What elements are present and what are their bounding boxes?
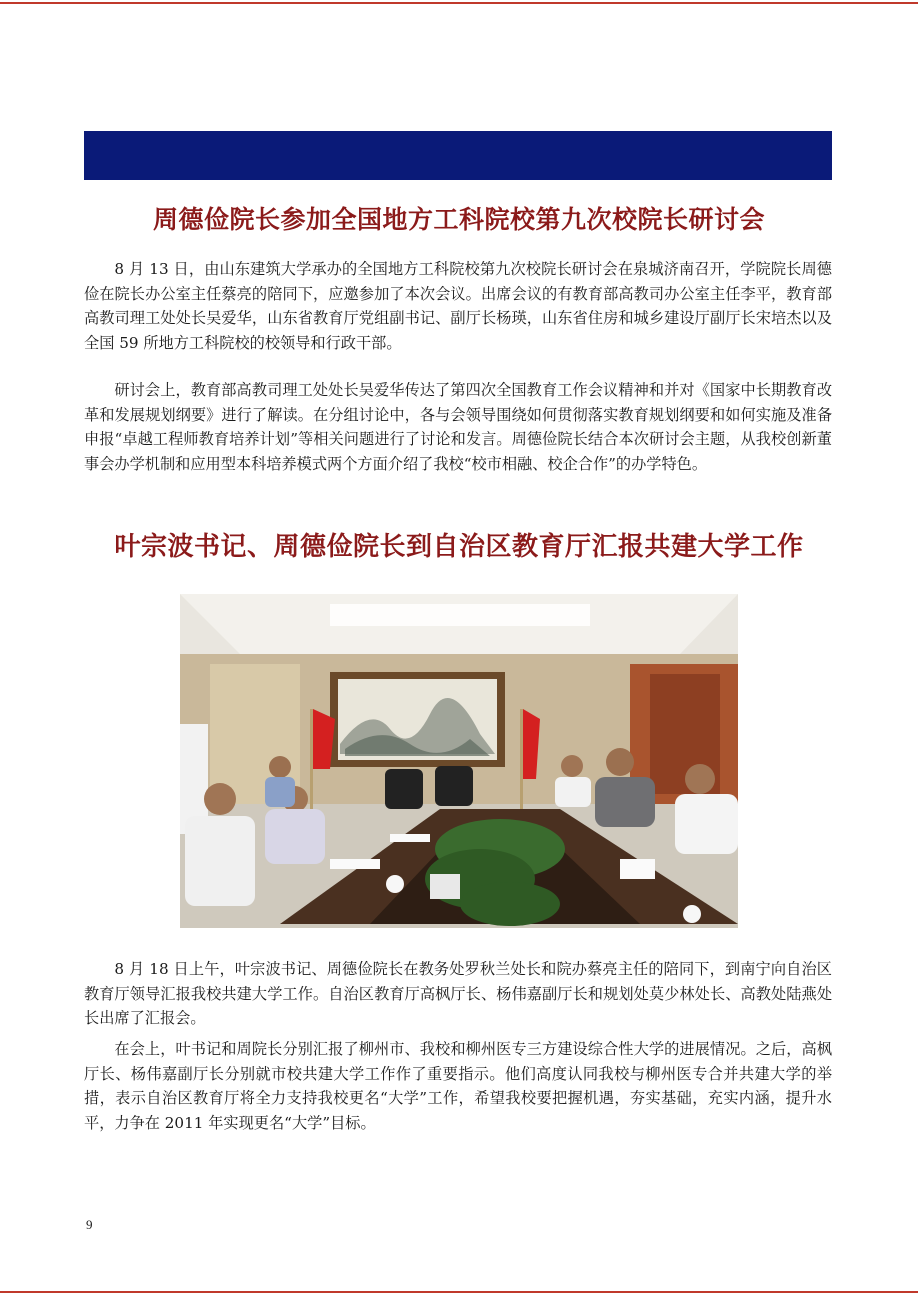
article-2-paragraph-2: 在会上，叶书记和周院长分别汇报了柳州市、我校和柳州医专三方建设综合性大学的进展情况。之后，高枫厅长、杨伟嘉副厅长分别就市校共建大学工作作了重要指示。他们高度认同我校与柳州医专合并共建大学的举措，表示自治区教育厅将全力支持我校更名“大学”工作，希望我校要把握机遇，夯实基础，充实内涵，提升水平，力争在 2011 年实现更名“大学”目标。 xyxy=(84,1040,832,1132)
article-title-1: 周德俭院长参加全国地方工科院校第九次校院长研讨会 xyxy=(152,205,765,234)
article-1-paragraph-1: 8 月 13 日，由山东建筑大学承办的全国地方工科院校第九次校院长研讨会在泉城济南召开，学院院长周德俭在院长办公室主任蔡亮的陪同下，应邀参加了本次会议。出席会议的有教育部高教司办公室主任李平，教育部高教司理工处处长吴爱华，山东省教育厅党组副书记、副厅长杨瑛，山东省住房和城乡建设厅副厅长宋培杰以及全国 59 所地方工科院校的校领导和行政干部。 xyxy=(84,260,832,352)
article-title-2: 叶宗波书记、周德俭院长到自治区教育厅汇报共建大学工作 xyxy=(114,532,804,562)
page-number: 9 xyxy=(86,1217,93,1232)
article-1-paragraph-2: 研讨会上，教育部高教司理工处处长吴爱华传达了第四次全国教育工作会议精神和并对《国家中长期教育改革和发展规划纲要》进行了解读。在分组讨论中，各与会领导围绕如何贯彻落实教育规划纲要和如何实施及准备申报“卓越工程师教育培养计划”等相关问题进行了讨论和发言。周德俭院长结合本次研讨会主题，从我校创新董事会办学机制和应用型本科培养模式两个方面介绍了我校“校市相融、校企合作”的办学特色。 xyxy=(84,381,832,473)
meeting-photo xyxy=(180,594,738,928)
article-2-paragraph-1: 8 月 18 日上午，叶宗波书记、周德俭院长在教务处罗秋兰处长和院办蔡亮主任的陪同下，到南宁向自治区教育厅领导汇报我校共建大学工作。自治区教育厅高枫厅长、杨伟嘉副厅长和规划处莫少林处长、高教处陆燕处长出席了汇报会。 xyxy=(84,960,832,1027)
bottom-rule xyxy=(0,1291,918,1293)
header-banner xyxy=(84,131,832,180)
top-rule xyxy=(0,2,918,4)
